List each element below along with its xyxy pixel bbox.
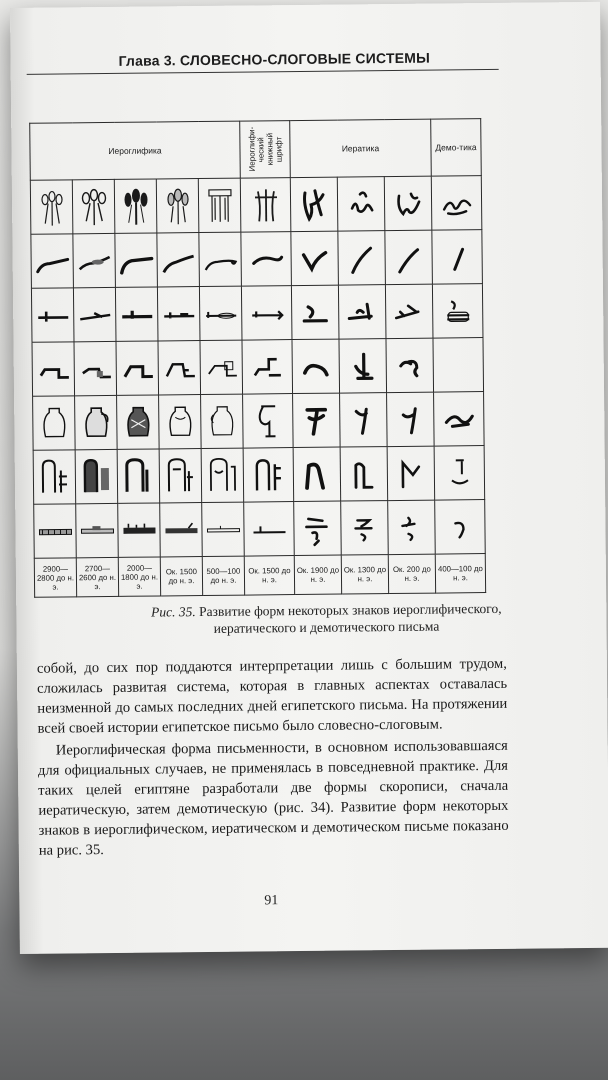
hieratic-sign-icon: [391, 345, 429, 385]
horizontal-tool-icon: [247, 293, 285, 333]
header-hieratic: Иератика: [290, 119, 432, 177]
glyph-cell: [340, 393, 388, 447]
date-cell: 400—100 до н. э.: [435, 554, 485, 594]
plant-bundle-icon: [202, 185, 236, 225]
shrine-icon: [36, 456, 72, 498]
plant-bundle-icon: [34, 187, 68, 227]
hieratic-sign-icon: [345, 510, 383, 546]
glyph-cell: [431, 176, 482, 231]
glyph-cell: [387, 392, 435, 446]
plant-bundle-icon: [76, 186, 110, 226]
glyph-cell: [338, 285, 386, 339]
hieratic-sign-icon: [392, 509, 430, 545]
glyph-cell: [243, 394, 294, 449]
glyph-cell: [241, 232, 292, 287]
glyph-cell: [75, 449, 118, 503]
figure-caption-text: Развитие форм некоторых знаков иероглифического, иератического и демотического письма: [199, 600, 502, 636]
glyph-cell: [244, 502, 295, 557]
hieratic-sign-icon: [299, 453, 335, 495]
date-cell: Ок. 1500 до н. э.: [244, 556, 294, 596]
hieratic-sign-icon: [344, 184, 378, 224]
date-cell: Ок. 1900 до н. э.: [294, 555, 341, 594]
glyph-cell: [434, 446, 485, 501]
plant-bundle-icon: [118, 186, 152, 226]
curved-staff-icon: [75, 240, 113, 280]
flat-sign-icon: [78, 515, 116, 545]
sign-row: [31, 230, 483, 289]
hieratic-sign-icon: [297, 184, 331, 224]
hieratic-sign-icon: [390, 291, 428, 331]
glyph-cell: [432, 284, 483, 339]
glyph-cell: [72, 179, 115, 233]
glyph-cell: [337, 177, 385, 231]
glyph-cell: [243, 448, 294, 503]
glyph-cell: [387, 446, 435, 500]
body-text: [37, 654, 509, 861]
hieratic-sign-icon: [343, 292, 381, 332]
curved-staff-icon: [159, 240, 197, 280]
glyph-cell: [199, 286, 242, 340]
jar-icon: [37, 402, 71, 444]
jar-icon: [121, 401, 155, 443]
flat-sign-icon: [162, 515, 200, 545]
glyph-cell: [160, 503, 203, 557]
page-number: 91: [264, 893, 279, 909]
hieratic-sign-icon: [299, 399, 333, 441]
demotic-sign-icon: [439, 183, 473, 223]
glyph-cell: [117, 395, 160, 449]
demotic-sign-icon: [442, 398, 476, 440]
glyph-cell: [74, 341, 117, 395]
horizontal-tool-icon: [160, 294, 198, 334]
book-page: [10, 2, 608, 954]
glyph-cell: [202, 502, 245, 556]
glyph-cell: [388, 500, 436, 554]
curved-staff-icon: [201, 239, 239, 279]
glyph-cell: [340, 447, 388, 501]
shrine-icon: [120, 455, 156, 497]
glyph-cell: [200, 340, 243, 394]
glyph-cell: [159, 449, 202, 503]
hieratic-sign-icon: [297, 346, 335, 386]
glyph-cell: [201, 448, 244, 502]
glyph-cell: [434, 392, 485, 447]
glyph-cell: [294, 501, 342, 555]
glyph-cell: [118, 503, 161, 557]
hieratic-sign-icon: [295, 238, 333, 278]
hieratic-sign-icon: [346, 453, 382, 495]
dates-row: [34, 554, 485, 598]
glyph-cell: [157, 233, 200, 287]
glyph-cell: [435, 500, 486, 555]
jar-icon: [205, 400, 239, 442]
date-cell: 500—100 до н. э.: [202, 556, 244, 595]
date-cell: 2900—2800 до н. э.: [34, 558, 76, 597]
shrine-icon: [78, 455, 114, 497]
shrine-icon: [162, 455, 198, 497]
demotic-sign-icon: [441, 509, 479, 545]
leg-sign-icon: [160, 348, 198, 388]
glyph-cell: [115, 233, 158, 287]
leg-sign-icon: [34, 349, 72, 389]
glyph-cell: [293, 393, 341, 447]
hieratic-sign-icon: [389, 237, 427, 277]
jar-icon: [79, 401, 113, 443]
curved-staff-icon: [247, 239, 285, 279]
glyph-cell: [34, 504, 77, 558]
sign-row: [30, 176, 482, 235]
hieratic-sign-icon: [391, 183, 425, 223]
header-demotic: Демо-тика: [431, 119, 482, 177]
sign-row: [31, 284, 483, 343]
glyph-cell: [290, 177, 338, 231]
glyph-cell: [76, 503, 119, 557]
glyph-cell: [341, 501, 389, 555]
hieratic-sign-icon: [393, 398, 427, 440]
date-cell: Ок. 1500 до н. э.: [160, 557, 202, 596]
glyph-cell: [339, 339, 387, 393]
date-cell: 2700—2600 до н. э.: [76, 557, 118, 596]
glyph-cell: [156, 179, 199, 233]
cursive-plant-icon: [248, 185, 282, 225]
glyph-cell: [291, 231, 339, 285]
running-head: Глава 3. СЛОВЕСНО-СЛОГОВЫЕ СИСТЕМЫ: [118, 49, 431, 69]
header-hieroglyphic-cursive: Иероглифи-ческий книжный шрифт: [246, 127, 284, 172]
figure-table-wrapper: [29, 118, 486, 598]
glyph-cell: [31, 288, 74, 342]
shrine-icon: [204, 454, 240, 496]
glyph-cell: [157, 287, 200, 341]
glyph-cell: [242, 340, 293, 395]
glyph-cell: [30, 180, 73, 234]
sign-row: [32, 338, 484, 397]
horizontal-tool-icon: [118, 294, 156, 334]
header-rule: [27, 69, 499, 75]
sign-row: [33, 392, 485, 451]
glyph-cell: [31, 234, 74, 288]
glyph-cell: [73, 233, 116, 287]
glyph-cell: [198, 178, 241, 232]
glyph-cell: [385, 284, 433, 338]
header-hieroglyphic-cursive-cell: [240, 121, 291, 179]
jar-icon: [251, 400, 285, 442]
glyph-cell: [240, 178, 291, 233]
glyph-cell: [201, 394, 244, 448]
glyph-cell: [292, 339, 340, 393]
hieratic-sign-icon: [344, 346, 382, 386]
glyph-cell: [114, 179, 157, 233]
flat-sign-icon: [250, 514, 288, 544]
shrine-icon: [250, 454, 286, 496]
horizontal-tool-icon: [202, 293, 240, 333]
glyph-cell: [433, 338, 484, 393]
flat-sign-icon: [120, 515, 158, 545]
leg-sign-icon: [76, 348, 114, 388]
glyph-cell: [117, 449, 160, 503]
leg-sign-icon: [202, 347, 240, 387]
curved-staff-icon: [117, 240, 155, 280]
sign-row: [34, 500, 486, 559]
jar-icon: [163, 401, 197, 443]
paragraph: Иероглифическая форма письменности, в основном использовавшаяся для официальных случаев, не применялась в повседневной практике. Для таких целей египтяне разработали две формы скорописи, сначала иератическую, затем демотическую (рис. 34). Развитие форм некоторых знаков в иероглифическом, иератическом и демотическом письме показано на рис. 35.: [37, 737, 509, 859]
glyph-cell: [338, 231, 386, 285]
sign-development-table: [29, 118, 486, 598]
glyph-cell: [32, 342, 75, 396]
hieratic-sign-icon: [393, 452, 429, 494]
glyph-cell: [33, 450, 76, 504]
demotic-sign-icon: [438, 237, 476, 277]
glyph-cell: [385, 230, 433, 284]
date-cell: Ок. 200 до н. э.: [388, 554, 435, 593]
curved-staff-icon: [33, 241, 71, 281]
plant-bundle-icon: [160, 186, 194, 226]
figure-label: Рис. 35.: [151, 604, 196, 620]
flat-sign-icon: [204, 514, 242, 544]
hieratic-sign-icon: [296, 292, 334, 332]
hieratic-sign-icon: [298, 510, 336, 546]
horizontal-tool-icon: [34, 295, 72, 335]
glyph-cell: [159, 395, 202, 449]
leg-sign-icon: [248, 347, 286, 387]
glyph-cell: [33, 396, 76, 450]
glyph-cell: [432, 230, 483, 285]
glyph-cell: [158, 341, 201, 395]
glyph-cell: [199, 232, 242, 286]
glyph-cell: [241, 286, 292, 341]
glyph-cell: [73, 287, 116, 341]
hieratic-sign-icon: [346, 399, 380, 441]
paragraph: собой, до сих пор поддаются интерпретации лишь с большим трудом, сложилась развитая система, которая в главных аспектах оставалась неизменной до самых последних дней египетского письма. На протяжении всей своей истории египетское письмо было словесно-слоговым.: [36, 655, 508, 737]
demotic-sign-icon: [441, 452, 477, 494]
date-cell: 2000—1800 до н. э.: [118, 557, 160, 596]
header-hieroglyphic: Иероглифика: [30, 121, 241, 180]
glyph-cell: [75, 395, 118, 449]
demotic-sign-icon: [438, 291, 476, 331]
leg-sign-icon: [118, 348, 156, 388]
glyph-cell: [291, 285, 339, 339]
sign-row: [33, 446, 485, 505]
date-cell: Ок. 1300 до н. э.: [341, 555, 388, 594]
glyph-cell: [116, 341, 159, 395]
glyph-cell: [115, 287, 158, 341]
horizontal-tool-icon: [76, 294, 114, 334]
figure-caption: [110, 599, 542, 638]
flat-sign-icon: [36, 516, 74, 546]
glyph-cell: [386, 338, 434, 392]
glyph-cell: [384, 176, 432, 230]
hieratic-sign-icon: [342, 238, 380, 278]
glyph-cell: [293, 447, 341, 501]
